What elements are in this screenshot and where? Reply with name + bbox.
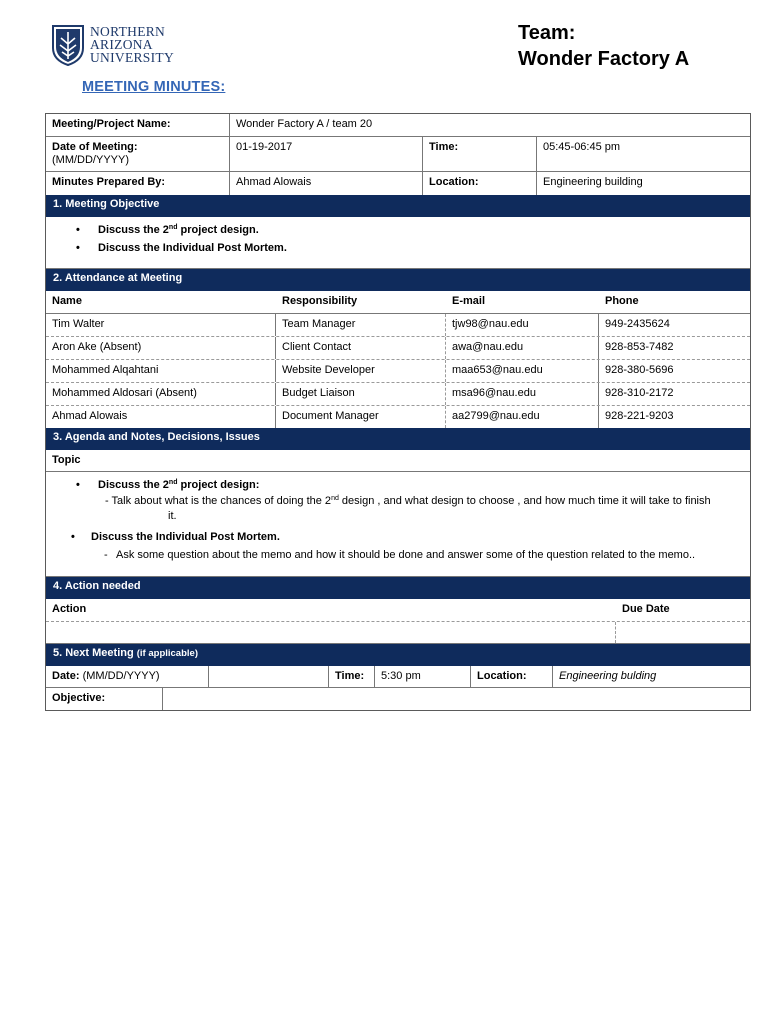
next-time-value: 5:30 pm — [375, 666, 471, 687]
prepared-row — [46, 172, 750, 195]
attendee-name: Mohammed Alqahtani — [46, 360, 276, 382]
attendee-phone: 928-221-9203 — [605, 410, 674, 422]
action-entry-row — [46, 622, 750, 644]
next-objective-row — [46, 688, 750, 710]
attendee-name: Mohammed Aldosari (Absent) — [46, 383, 276, 405]
topic-label: Topic — [52, 454, 81, 466]
agenda-notes — [46, 472, 750, 577]
prepared-label: Minutes Prepared By: — [46, 172, 230, 195]
next-location-value: Engineering bulding — [559, 670, 657, 682]
attendee-role: Client Contact — [276, 337, 446, 359]
bullet-icon: • — [71, 531, 75, 543]
project-label: Meeting/Project Name: — [46, 114, 230, 136]
next-date-label-cell — [46, 666, 209, 687]
table-row — [46, 314, 750, 337]
project-value: Wonder Factory A / team 20 — [236, 118, 373, 130]
attendee-role: Website Developer — [276, 360, 446, 382]
next-date-value[interactable] — [209, 666, 329, 687]
page-title: MEETING MINUTES: — [82, 79, 226, 95]
attendee-email: aa2799@nau.edu — [446, 406, 599, 428]
date-value: 01-19-2017 — [230, 137, 423, 171]
action-entry[interactable] — [46, 622, 616, 643]
table-row — [46, 337, 750, 360]
attendee-role: Document Manager — [276, 406, 446, 428]
shield-icon — [52, 24, 84, 66]
due-date-label: Due Date — [622, 603, 670, 615]
objective-list — [46, 217, 750, 269]
agenda-item: • Discuss the Individual Post Mortem. — [46, 528, 750, 546]
attendee-phone: 928-380-5696 — [605, 364, 674, 376]
section-objective-header: 1. Meeting Objective — [46, 195, 750, 217]
date-label: Date of Meeting: — [52, 141, 138, 153]
attendee-name: Tim Walter — [46, 314, 276, 336]
project-row — [46, 114, 750, 137]
attendee-email: awa@nau.edu — [446, 337, 599, 359]
date-format: (MM/DD/YYYY) — [52, 154, 129, 166]
section-next-meeting-header: 5. Next Meeting (if applicable) — [46, 644, 750, 666]
attendee-phone: 928-853-7482 — [605, 341, 674, 353]
col-email: E-mail — [452, 295, 486, 307]
bullet-icon: • — [76, 242, 80, 254]
section-attendance-header: 2. Attendance at Meeting — [46, 269, 750, 291]
minutes-form — [45, 113, 751, 711]
attendee-email: msa96@nau.edu — [446, 383, 599, 405]
next-time-label: Time: — [329, 666, 375, 687]
due-date-entry[interactable] — [616, 622, 750, 643]
location-label: Location: — [423, 172, 537, 195]
bullet-icon: • — [76, 479, 80, 491]
date-row — [46, 137, 750, 172]
attendee-name: Ahmad Alowais — [46, 406, 276, 428]
table-row — [46, 383, 750, 406]
col-phone: Phone — [605, 295, 639, 307]
attendee-phone: 928-310-2172 — [605, 387, 674, 399]
attendee-name: Aron Ake (Absent) — [46, 337, 276, 359]
attendee-phone: 949-2435624 — [605, 318, 670, 330]
next-date-format: (MM/DD/YYYY) — [82, 670, 160, 682]
attendee-email: tjw98@nau.edu — [446, 314, 599, 336]
col-responsibility: Responsibility — [282, 295, 358, 307]
next-date-label: Date: — [52, 670, 80, 682]
table-row — [46, 360, 750, 383]
col-name: Name — [52, 295, 82, 307]
agenda-note-continued: it. — [168, 510, 177, 522]
attendee-role: Budget Liaison — [276, 383, 446, 405]
university-logo — [52, 24, 192, 70]
next-location-label: Location: — [471, 666, 553, 687]
attendee-role: Team Manager — [276, 314, 446, 336]
time-label: Time: — [423, 137, 537, 171]
objective-item: • Discuss the 2nd project design. — [46, 221, 750, 239]
table-row — [46, 406, 750, 428]
date-label-cell — [46, 137, 230, 171]
location-value: Engineering building — [543, 176, 643, 188]
attendee-email: maa653@nau.edu — [446, 360, 599, 382]
agenda-note: - Talk about what is the chances of doing the 2nd design , and what design to choose , and how much time it will take to finish — [105, 495, 711, 507]
action-label: Action — [52, 603, 87, 615]
next-objective-label: Objective: — [46, 688, 163, 710]
agenda-item: • Discuss the 2nd project design: — [46, 476, 750, 494]
action-header-row — [46, 599, 750, 622]
team-heading: Team: Wonder Factory A — [518, 22, 690, 70]
logo-wordmark: NORTHERN ARIZONA UNIVERSITY — [90, 24, 174, 65]
section-action-header: 4. Action needed — [46, 577, 750, 599]
attendance-header-row — [46, 291, 750, 314]
prepared-value: Ahmad Alowais — [230, 172, 423, 195]
topic-row — [46, 450, 750, 472]
agenda-note: - Ask some question about the memo and how it should be done and answer some of the question related to the memo.. — [104, 549, 696, 561]
bullet-icon: • — [76, 224, 80, 236]
next-objective-value[interactable] — [163, 688, 750, 710]
objective-item: • Discuss the Individual Post Mortem. — [46, 239, 750, 257]
section-agenda-header: 3. Agenda and Notes, Decisions, Issues — [46, 428, 750, 450]
time-value: 05:45-06:45 pm — [543, 141, 621, 153]
next-meeting-row — [46, 666, 750, 688]
